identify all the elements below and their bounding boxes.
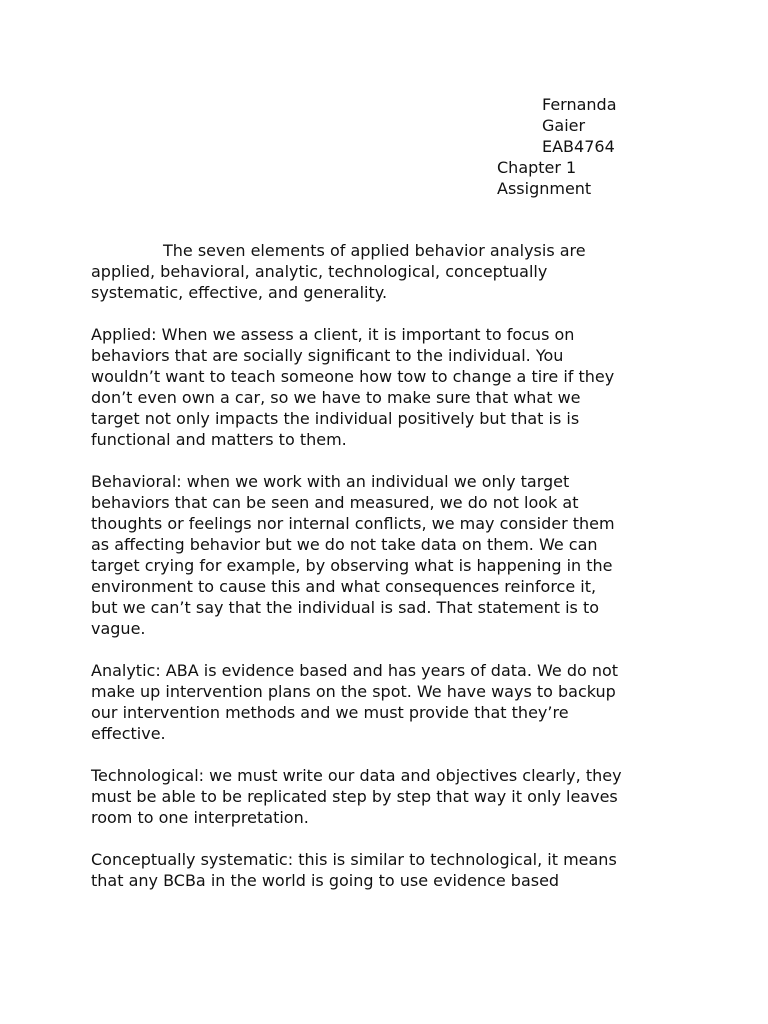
paragraph-behavioral — [91, 471, 681, 639]
paragraph-analytic — [91, 660, 681, 744]
text-line: Applied: When we assess a client, it is important to focus on — [91, 325, 575, 344]
text-line: Technological: we must write our data and objectives clearly, they — [91, 766, 622, 785]
document-body — [91, 240, 681, 912]
paragraph-conceptually-systematic — [91, 849, 681, 891]
assignment-chapter: Chapter 1 — [497, 158, 577, 177]
paragraph-intro — [91, 240, 681, 303]
text-line: as affecting behavior but we do not take data on them. We can — [91, 535, 598, 554]
text-line: systematic, effective, and generality. — [91, 283, 388, 302]
text-line: our intervention methods and we must provide that they’re — [91, 703, 569, 722]
course-code: EAB4764 — [542, 137, 615, 156]
text-line: functional and matters to them. — [91, 430, 347, 449]
text-line: behaviors that are socially significant to the individual. You — [91, 346, 564, 365]
text-line: target not only impacts the individual positively but that is is — [91, 409, 580, 428]
text-line: room to one interpretation. — [91, 808, 309, 827]
author-first-name: Fernanda — [542, 95, 617, 114]
text-line: make up intervention plans on the spot. We have ways to backup — [91, 682, 616, 701]
text-line: Behavioral: when we work with an individual we only target — [91, 472, 570, 491]
text-line: don’t even own a car, so we have to make sure that what we — [91, 388, 581, 407]
text-line: must be able to be replicated step by step that way it only leaves — [91, 787, 618, 806]
text-line: that any BCBa in the world is going to use evidence based — [91, 871, 560, 890]
text-line: The seven elements of applied behavior analysis are — [163, 241, 586, 260]
paragraph-technological — [91, 765, 681, 828]
text-line: Conceptually systematic: this is similar to technological, it means — [91, 850, 617, 869]
text-line: applied, behavioral, analytic, technological, conceptually — [91, 262, 548, 281]
text-line: Analytic: ABA is evidence based and has years of data. We do not — [91, 661, 619, 680]
text-line: target crying for example, by observing what is happening in the — [91, 556, 613, 575]
paragraph-applied — [91, 324, 681, 450]
author-last-name: Gaier — [542, 116, 586, 135]
text-line: wouldn’t want to teach someone how tow to change a tire if they — [91, 367, 615, 386]
text-line: behaviors that can be seen and measured, we do not look at — [91, 493, 579, 512]
text-line: effective. — [91, 724, 166, 743]
text-line: thoughts or feelings nor internal conflicts, we may consider them — [91, 514, 615, 533]
text-line: environment to cause this and what consequences reinforce it, — [91, 577, 597, 596]
text-line: but we can’t say that the individual is sad. That statement is to — [91, 598, 600, 617]
text-line: vague. — [91, 619, 146, 638]
assignment-label: Assignment — [497, 179, 592, 198]
